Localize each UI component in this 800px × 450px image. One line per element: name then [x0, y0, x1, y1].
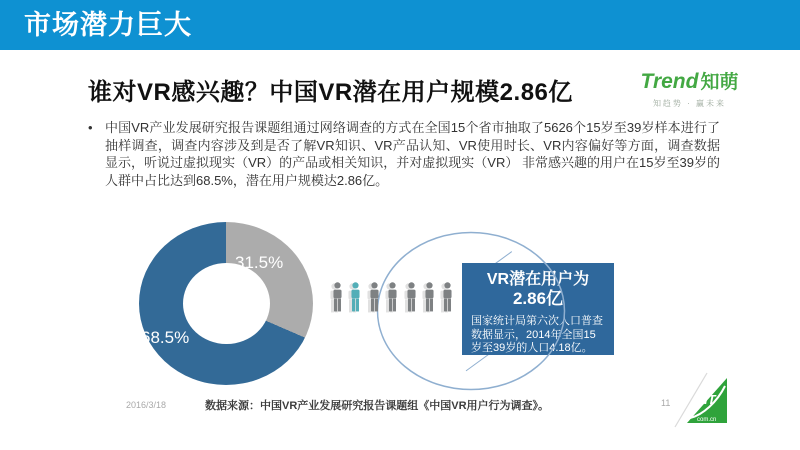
callout-title-line2: 2.86亿: [512, 289, 564, 308]
person-icon: [368, 282, 381, 312]
donut-hole: [183, 263, 270, 345]
callout-title-line1: VR潜在用户为: [486, 271, 590, 288]
brand-logo: [622, 70, 757, 109]
callout-body: 国家统计局第六次人口普查数据显示，2014年全国15岁至39岁的人口4.18亿。: [471, 315, 603, 354]
person-icon: [405, 282, 418, 312]
corner-logo-subtext: com.cn: [697, 417, 717, 423]
header-title: 市场潜力巨大: [24, 10, 192, 40]
person-icon: [423, 282, 436, 312]
corner-logo-text: IT: [704, 392, 716, 407]
person-icon: [331, 282, 344, 312]
footer-date: 2016/3/18: [126, 400, 167, 410]
slide-header: [0, 0, 800, 50]
page-title: 谁对VR感兴趣？中国VR潜在用户规模2.86亿: [88, 79, 573, 106]
people-row: [331, 282, 454, 312]
body-paragraph: [88, 119, 720, 189]
bullet-marker: •: [88, 120, 93, 135]
person-icon: [441, 282, 454, 312]
donut-label-gray: 31.5%: [235, 253, 284, 272]
brand-logo-text: [622, 70, 757, 95]
brand-name-en: Trend: [640, 70, 699, 93]
corner-logo: [669, 371, 729, 429]
person-icon: [349, 282, 362, 312]
page-number: 11: [661, 398, 671, 408]
person-icon: [386, 282, 399, 312]
brand-name-cn: 知萌: [700, 72, 739, 93]
brand-tagline: 知趋势 · 赢未来: [652, 99, 727, 108]
footer-source: 数据来源：中国VR产业发展研究报告课题组《中国VR用户行为调查》。: [205, 400, 550, 412]
donut-label-blue: 68.5%: [141, 328, 190, 347]
donut-chart: [139, 222, 313, 385]
body-paragraph-text: 中国VR产业发展研究报告课题组通过网络调查的方式在全国15个省市抽取了5626个15岁至39岁样本进行了抽样调查，调查内容涉及到是否了解VR知识、VR产品认知、VR使用时长、VR内容偏好等方面，调查数据显示，听说过虚拟现实（VR）的产品或相关知识，并对虚拟现实（VR） 非常感兴趣的用户在15岁至39岁的人群中占比达到68.5%，潜在用户规模达2.86亿。: [105, 120, 720, 188]
